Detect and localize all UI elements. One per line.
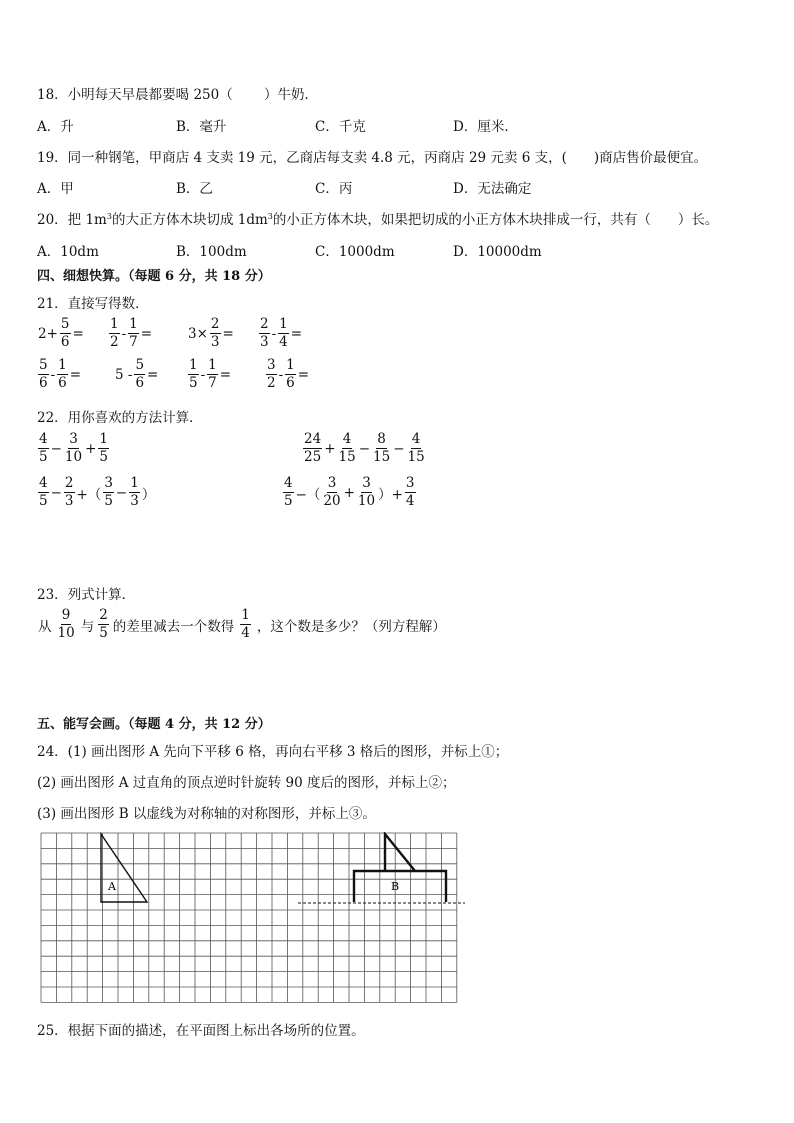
denominator: 7 [129, 333, 138, 350]
fraction [128, 318, 139, 349]
shape-a-label: A [108, 880, 116, 893]
q21-expression-5 [37, 359, 82, 390]
q23-stem: 23．列式计算． [37, 587, 136, 603]
numerator: 1 [130, 475, 139, 491]
numerator: 1 [241, 607, 250, 623]
denominator: 3 [210, 333, 220, 350]
operator: - [121, 325, 127, 342]
numerator: 5 [39, 357, 48, 373]
q22-expression-3 [37, 477, 156, 508]
q21-e6-lead: 5 - [115, 366, 133, 383]
q18-option-d: D．厘米． [453, 119, 518, 135]
numerator: 2 [260, 316, 269, 332]
denominator: 5 [284, 492, 293, 509]
q19-option-d: D．无法确定 [453, 181, 532, 197]
equals-sign: = [222, 325, 234, 342]
equals-sign: = [72, 325, 84, 342]
numerator: 4 [39, 431, 48, 447]
operator: +（ [76, 486, 102, 503]
equals-sign: = [147, 366, 159, 383]
q20-option-c: C．1000dm [315, 244, 395, 260]
numerator: 3 [362, 475, 371, 491]
numerator: 4 [39, 475, 48, 491]
q22-expression-4 [282, 477, 417, 508]
fraction [188, 359, 199, 390]
denominator: 4 [405, 492, 415, 509]
denominator: 10 [64, 448, 83, 465]
q21-expression-6 [114, 359, 159, 390]
equals-sign: = [219, 366, 232, 383]
operator: - [271, 325, 277, 342]
operator: - [50, 366, 56, 383]
close-paren: ） [141, 486, 156, 503]
fraction [134, 359, 145, 390]
denominator: 5 [99, 624, 108, 641]
numerator: 2 [210, 316, 220, 332]
denominator: 4 [279, 333, 288, 350]
fraction [98, 609, 109, 640]
q21-expression-2 [108, 318, 153, 349]
denominator: 5 [39, 492, 48, 509]
numerator: 5 [60, 316, 70, 332]
numerator: 3 [405, 475, 415, 491]
operator: + [85, 440, 97, 457]
denominator: 3 [260, 333, 269, 350]
q23-problem [37, 609, 447, 640]
section-5-heading: 五、能写会画。（每题 4 分，共 12 分） [37, 717, 271, 732]
operator: - [200, 366, 206, 383]
numerator: 3 [327, 475, 337, 491]
fraction [38, 359, 49, 390]
numerator: 2 [99, 607, 108, 623]
numerator: 4 [342, 431, 352, 447]
q25-stem: 25．根据下面的描述，在平面图上标出各场所的位置。 [37, 1023, 365, 1039]
q19-option-a: A．甲 [37, 181, 74, 197]
numerator: 4 [284, 475, 293, 491]
denominator: 6 [58, 374, 67, 391]
numerator: 1 [208, 357, 217, 373]
grid-figure [40, 832, 465, 1008]
fraction [405, 477, 416, 508]
denominator: 6 [286, 374, 295, 391]
q20-sup-b: 3 [267, 212, 273, 221]
denominator: 15 [338, 448, 356, 465]
q19-stem: 19．同一种钢笔，甲商店 4 支卖 19 元，乙商店每支卖 4.8 元，丙商店 29 元卖 6 支，( )商店售价最便宜。 [37, 150, 708, 166]
fraction [357, 477, 376, 508]
operator: −（ [295, 486, 321, 503]
numerator: 5 [135, 357, 145, 373]
q18-stem: 18．小明每天早晨都要喝 250（ ）牛奶． [37, 87, 319, 103]
q21-e3-lead: 3× [188, 325, 208, 342]
numerator: 24 [304, 431, 322, 447]
q21-e1-lead: 2+ [38, 325, 58, 342]
q19-option-b: B．乙 [176, 181, 213, 197]
numerator: 3 [267, 357, 276, 373]
fraction [283, 477, 294, 508]
q24-line-3: (3) 画出图形 B 以虚线为对称轴的对称图形，并标上③。 [37, 806, 376, 822]
operator: + [324, 440, 336, 457]
q21-expression-1 [37, 318, 85, 349]
q23-text-3: 的差里减去一个数得 [112, 618, 235, 635]
denominator: 10 [57, 624, 75, 641]
denominator: 6 [60, 333, 70, 350]
fraction [207, 359, 218, 390]
fraction [285, 359, 296, 390]
denominator: 10 [357, 492, 376, 509]
fraction [338, 433, 357, 464]
numerator: 8 [377, 431, 386, 447]
fraction [38, 433, 49, 464]
denominator: 2 [267, 374, 276, 391]
numerator: 1 [58, 357, 67, 373]
equals-sign: = [69, 366, 82, 383]
operator: ）+ [378, 486, 403, 503]
q19-option-c: C．丙 [315, 181, 353, 197]
q20-stem-part-a: 20．把 1m [37, 212, 107, 228]
fraction [259, 318, 270, 349]
fraction [278, 318, 289, 349]
q21-expression-7 [187, 359, 232, 390]
q21-expression-3 [187, 318, 235, 349]
denominator: 3 [64, 492, 74, 509]
fraction [98, 433, 109, 464]
operator: − [115, 484, 128, 501]
section-4-heading: 四、细想快算。（每题 6 分，共 18 分） [37, 269, 271, 284]
fraction [60, 318, 71, 349]
fraction [38, 477, 49, 508]
q21-expression-4 [258, 318, 303, 349]
numerator: 4 [411, 431, 421, 447]
numerator: 9 [61, 607, 71, 623]
denominator: 15 [407, 448, 425, 465]
operator: − [358, 440, 370, 457]
denominator: 25 [304, 448, 322, 465]
numerator: 1 [189, 357, 198, 373]
numerator: 2 [64, 475, 74, 491]
q18-option-b: B．毫升 [176, 119, 227, 135]
operator: − [50, 440, 62, 457]
numerator: 1 [129, 316, 138, 332]
fraction [57, 609, 76, 640]
q20-stem [37, 208, 718, 228]
denominator: 7 [208, 374, 217, 391]
q20-option-b: B．100dm [176, 244, 247, 260]
fraction [210, 318, 221, 349]
numerator: 1 [110, 316, 119, 332]
q22-expression-1 [37, 433, 110, 464]
q20-option-a: A．10dm [37, 244, 99, 260]
denominator: 2 [110, 333, 119, 350]
numerator: 1 [286, 357, 295, 373]
denominator: 5 [99, 448, 108, 465]
fraction [57, 359, 68, 390]
operator: − [393, 440, 405, 457]
numerator: 1 [99, 431, 108, 447]
q24-line-1: 24．(1) 画出图形 A 先向下平移 6 格，再向右平移 3 格后的图形，并标上①； [37, 744, 509, 760]
fraction [64, 433, 83, 464]
fraction [322, 477, 341, 508]
denominator: 15 [373, 448, 391, 465]
q23-text-1: 从 [38, 618, 52, 635]
fraction [303, 433, 322, 464]
q18-option-a: A．升 [37, 119, 74, 135]
denominator: 4 [241, 624, 250, 641]
q20-option-d: D．10000dm [453, 244, 542, 260]
q18-option-c: C．千克 [315, 119, 366, 135]
shape-b-outline [354, 871, 446, 902]
operator: − [50, 484, 62, 501]
denominator: 5 [189, 374, 198, 391]
q21-stem: 21．直接写得数． [37, 296, 149, 312]
q21-expression-8 [265, 359, 310, 390]
q23-text-2: 与 [80, 618, 95, 635]
q23-text-4: ，这个数是多少？（列方程解） [256, 618, 446, 635]
fraction [407, 433, 426, 464]
denominator: 6 [39, 374, 48, 391]
grid-lines [41, 833, 457, 1002]
equals-sign: = [290, 325, 303, 342]
fraction [129, 477, 140, 508]
numerator: 3 [104, 475, 113, 491]
equals-sign: = [297, 366, 310, 383]
q22-stem: 22．用你喜欢的方法计算． [37, 410, 203, 426]
fraction [372, 433, 391, 464]
denominator: 5 [39, 448, 48, 465]
denominator: 5 [104, 492, 113, 509]
shape-b-label: B [391, 880, 400, 893]
q24-line-2: (2) 画出图形 A 过直角的顶点逆时针旋转 90 度后的图形，并标上②； [37, 775, 456, 791]
fraction [240, 609, 251, 640]
numerator: 3 [69, 431, 78, 447]
q20-sup-a: 3 [106, 212, 112, 221]
fraction [266, 359, 277, 390]
fraction [109, 318, 120, 349]
denominator: 20 [323, 492, 341, 509]
equals-sign: = [140, 325, 153, 342]
numerator: 1 [279, 316, 288, 332]
operator: - [278, 366, 284, 383]
fraction [64, 477, 75, 508]
fraction [103, 477, 114, 508]
denominator: 3 [130, 492, 139, 509]
q22-expression-2 [302, 433, 427, 464]
operator: + [343, 484, 355, 501]
q20-stem-part-c: 的小正方体木块，如果把切成的小正方体木块排成一行，共有（ ）长。 [272, 212, 719, 228]
denominator: 6 [135, 374, 145, 391]
q20-stem-part-b: 的大正方体木块切成 1dm [111, 212, 268, 228]
